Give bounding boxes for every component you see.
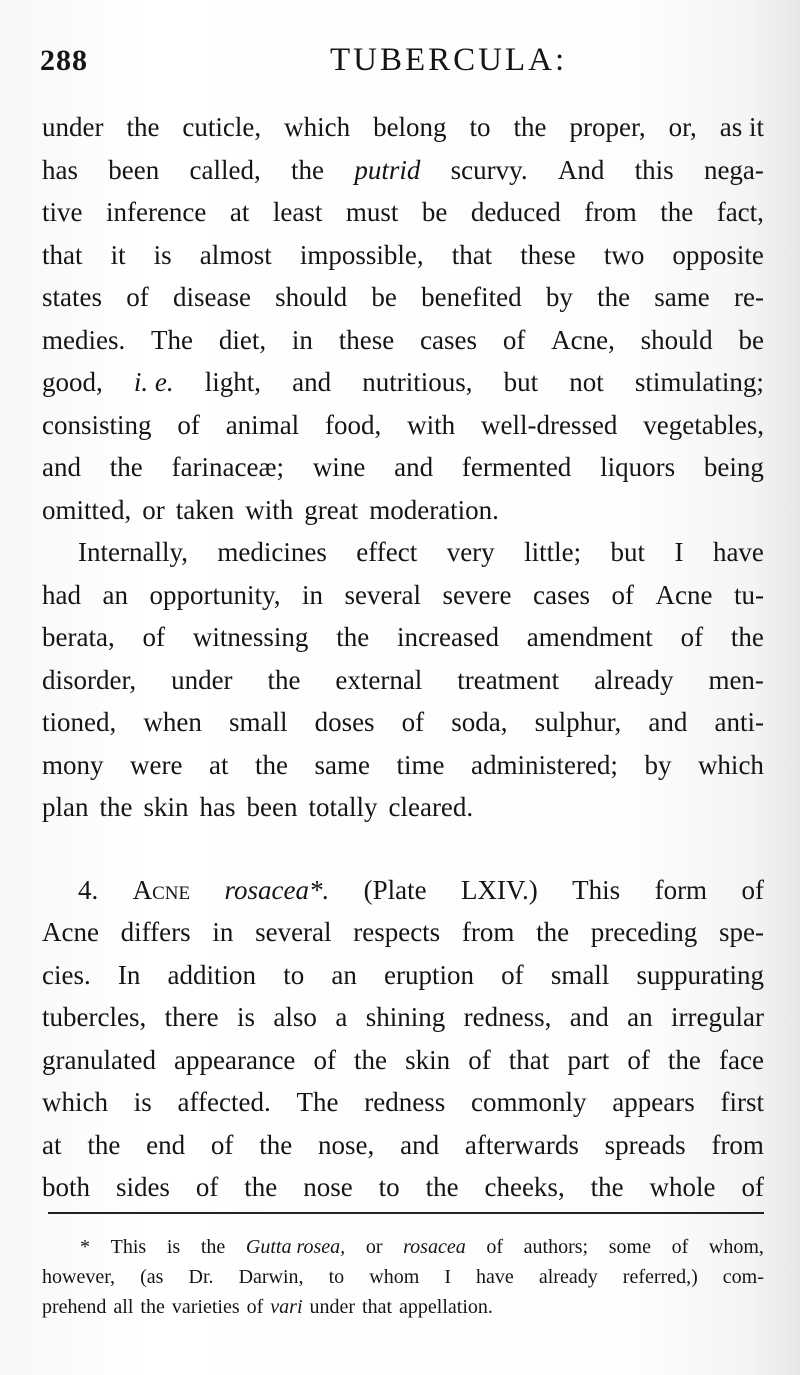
word: vari: [270, 1296, 303, 1318]
text-line: [42, 1124, 764, 1167]
word: Darwin,: [238, 1266, 304, 1288]
page-number: 288: [40, 44, 88, 77]
word: plan: [42, 792, 89, 822]
word: animal: [225, 409, 300, 440]
word: been: [108, 154, 160, 185]
word: of: [210, 1129, 234, 1160]
word: of: [501, 959, 524, 990]
word: as it: [719, 112, 764, 142]
word: great: [304, 494, 359, 525]
footnote-line: [42, 1262, 764, 1292]
word: the: [513, 112, 547, 142]
word: an: [627, 1002, 653, 1032]
word: external: [335, 664, 423, 695]
word: these: [338, 324, 395, 355]
word: the: [200, 1236, 226, 1258]
word: (Plate: [363, 874, 427, 905]
word: Acne,: [551, 324, 615, 355]
word: differs: [120, 917, 191, 947]
word: LXIV.): [461, 874, 538, 905]
word: end: [146, 1129, 186, 1160]
word: redness,: [463, 1002, 552, 1032]
word: well-dressed: [480, 409, 618, 440]
word: appearance: [174, 1044, 296, 1075]
word: several: [344, 579, 421, 610]
word: which: [42, 1087, 108, 1117]
word: very: [446, 537, 495, 567]
word: wine: [312, 452, 366, 482]
word: the: [730, 622, 764, 652]
word: belong: [373, 112, 447, 142]
word: commonly: [470, 1087, 587, 1117]
word: been: [246, 792, 298, 822]
word: of: [195, 1172, 219, 1202]
word: disorder,: [42, 664, 137, 695]
word: the: [109, 452, 143, 482]
word: farinaceæ;: [171, 452, 285, 482]
footnote-line: [42, 1292, 764, 1322]
word: the: [291, 154, 325, 185]
word: fermented: [461, 452, 572, 482]
word: however,: [42, 1266, 116, 1288]
word: two: [603, 239, 645, 270]
word: omitted,: [42, 494, 132, 525]
word: whom: [369, 1266, 420, 1288]
word: the: [126, 112, 160, 142]
word: severe: [442, 579, 512, 610]
word: putrid: [354, 154, 421, 185]
word: stimulating;: [634, 367, 764, 397]
text-line: [42, 191, 764, 234]
word: the: [254, 749, 288, 780]
word: and: [648, 707, 688, 737]
word: increased: [397, 622, 499, 652]
word: already: [538, 1266, 598, 1288]
word: both: [42, 1172, 91, 1202]
word: to: [283, 959, 305, 990]
word: impossible,: [299, 239, 424, 270]
word: face: [718, 1044, 764, 1075]
word: of: [246, 1296, 264, 1318]
word: in: [302, 579, 324, 610]
word: at: [229, 197, 250, 227]
word: shining: [365, 1002, 446, 1032]
text-line: [42, 659, 764, 702]
word: liquors: [600, 452, 676, 482]
word: the: [667, 1044, 701, 1075]
word: or,: [668, 112, 697, 142]
word: least: [272, 197, 323, 227]
word: of: [486, 1236, 504, 1258]
word: doses: [314, 707, 375, 737]
word: (as: [140, 1266, 164, 1288]
word: but: [503, 367, 539, 397]
word: have: [712, 537, 764, 567]
word: cies.: [42, 959, 91, 990]
word: mony: [42, 749, 104, 780]
text-line: [42, 954, 764, 997]
text-line: [42, 404, 764, 447]
word: light,: [204, 367, 262, 397]
word: the: [140, 1296, 165, 1318]
word: skin: [405, 1044, 451, 1075]
word: soda,: [451, 707, 508, 737]
word: which: [284, 112, 351, 142]
word: medies.: [42, 324, 126, 355]
word: consisting: [42, 409, 152, 440]
word: opposite: [672, 239, 764, 270]
word: *: [80, 1236, 90, 1258]
word: small: [228, 707, 288, 737]
word: to: [328, 1266, 345, 1288]
word: varieties: [171, 1296, 240, 1318]
word: the: [244, 1172, 278, 1202]
word: tubercles,: [42, 1002, 147, 1032]
text-line: [42, 1081, 764, 1124]
word: respects: [353, 917, 441, 947]
text-line: [42, 234, 764, 277]
word: of: [142, 622, 166, 652]
word: of: [468, 1044, 491, 1075]
word: com-: [722, 1266, 764, 1288]
word: some: [608, 1236, 651, 1258]
word: good,: [42, 367, 103, 397]
word: In: [117, 959, 141, 990]
word: several: [255, 917, 332, 947]
word: and: [569, 1002, 609, 1032]
word: treatment: [457, 664, 560, 695]
word: in: [291, 324, 313, 355]
word: time: [396, 749, 445, 780]
word: under: [171, 664, 233, 695]
word: also: [273, 1002, 317, 1032]
word: referred,): [622, 1266, 698, 1288]
word: or: [365, 1236, 383, 1258]
word: the: [267, 664, 301, 695]
word: an: [102, 579, 128, 610]
word: of: [611, 579, 634, 610]
word: should: [275, 282, 348, 312]
word: Acne: [132, 874, 191, 905]
word: disease: [172, 282, 251, 312]
text-line: [42, 489, 764, 532]
word: Acne: [655, 579, 713, 610]
word: called,: [189, 154, 261, 185]
word: or: [142, 494, 165, 525]
word: of: [741, 1172, 764, 1202]
word: part: [567, 1044, 610, 1075]
word: must: [345, 197, 399, 227]
paragraph-gap: [42, 829, 764, 869]
word: were: [130, 749, 183, 780]
word: the: [536, 917, 570, 947]
body-text: [42, 106, 764, 1209]
word: cases: [532, 579, 590, 610]
word: Acne: [42, 917, 99, 947]
word: when: [143, 707, 202, 737]
word: of: [401, 707, 425, 737]
word: that: [508, 1044, 550, 1075]
word: deduced: [470, 197, 561, 227]
word: is: [133, 1087, 152, 1117]
word: already: [594, 664, 674, 695]
word: appears: [612, 1087, 695, 1117]
word: should: [640, 324, 713, 355]
word: the: [590, 1172, 624, 1202]
word: redness: [364, 1087, 446, 1117]
word: spe-: [718, 917, 764, 947]
text-line: [42, 616, 764, 659]
word: not: [569, 367, 604, 397]
word: which: [697, 749, 764, 780]
word: moderation.: [369, 494, 499, 525]
section-heading-line: [42, 869, 764, 912]
word: by: [545, 282, 573, 312]
word: that: [362, 1296, 393, 1318]
text-line: [42, 446, 764, 489]
word: but: [610, 537, 646, 567]
word: at: [42, 1129, 62, 1160]
text-line: [42, 319, 764, 362]
page-header: [40, 40, 760, 84]
word: sides: [115, 1172, 170, 1202]
text-line: [42, 996, 764, 1039]
word: from: [584, 197, 637, 227]
word: And: [557, 154, 605, 185]
word: to: [469, 112, 491, 142]
word: cleared.: [388, 792, 474, 822]
word: of: [177, 409, 200, 440]
word: is: [153, 239, 172, 270]
word: administered;: [470, 749, 618, 780]
word: cuticle,: [182, 112, 262, 142]
word: from: [711, 1129, 764, 1160]
text-line: [42, 361, 764, 404]
word: nose: [303, 1172, 353, 1202]
word: men-: [708, 664, 764, 695]
word: of: [680, 622, 704, 652]
text-line: [42, 106, 764, 149]
word: there: [164, 1002, 219, 1032]
word: diet,: [218, 324, 267, 355]
word: nutritious,: [362, 367, 473, 397]
text-line: [42, 911, 764, 954]
word: an: [331, 959, 357, 990]
word: taken: [175, 494, 235, 525]
word: whole: [649, 1172, 716, 1202]
word: a: [335, 1002, 348, 1032]
word: the: [660, 197, 694, 227]
word: This: [110, 1236, 147, 1258]
word: be: [738, 324, 764, 355]
running-head: TUBERCULA:: [330, 42, 568, 78]
word: same: [654, 282, 710, 312]
word: is: [166, 1236, 181, 1258]
text-line: [42, 276, 764, 319]
word: vegetables,: [643, 409, 764, 440]
word: and: [394, 452, 434, 482]
word: I: [444, 1266, 451, 1288]
word: amendment: [526, 622, 653, 652]
word: be: [421, 197, 448, 227]
word: and: [42, 452, 81, 482]
text-line: [42, 574, 764, 617]
word: these: [520, 239, 576, 270]
word: all: [113, 1296, 134, 1318]
word: rosacea*.: [224, 874, 330, 905]
word: with: [245, 494, 294, 525]
word: nega-: [703, 154, 764, 185]
word: inference: [105, 197, 207, 227]
word: under: [309, 1296, 356, 1318]
word: totally: [308, 792, 378, 822]
word: tioned,: [42, 707, 117, 737]
word: that: [451, 239, 493, 270]
word: Dr.: [188, 1266, 214, 1288]
word: this: [634, 154, 674, 185]
word: prehend: [42, 1296, 107, 1318]
word: the: [597, 282, 631, 312]
word: the: [336, 622, 370, 652]
word: addition: [167, 959, 257, 990]
word: states: [42, 282, 102, 312]
word: This: [572, 874, 621, 905]
word: the: [425, 1172, 459, 1202]
word: afterwards: [464, 1129, 579, 1160]
word: affected.: [177, 1087, 271, 1117]
word: rosacea: [403, 1236, 466, 1258]
footnote: [42, 1232, 764, 1322]
word: under: [42, 112, 104, 142]
word: Gutta rosea,: [245, 1236, 346, 1258]
word: anti-: [714, 707, 764, 737]
word: from: [461, 917, 515, 947]
word: little;: [524, 537, 582, 567]
word: of: [313, 1044, 336, 1075]
word: that: [42, 239, 83, 270]
word: skin: [143, 792, 189, 822]
word: re-: [734, 282, 764, 312]
word: have: [476, 1266, 514, 1288]
word: tive: [42, 197, 83, 227]
word: effect: [356, 537, 418, 567]
word: the: [354, 1044, 388, 1075]
word: is: [236, 1002, 255, 1032]
text-line: [42, 701, 764, 744]
footnote-line: [42, 1232, 764, 1262]
word: witnessing: [192, 622, 309, 652]
word: berata,: [42, 622, 115, 652]
word: sulphur,: [534, 707, 622, 737]
word: to: [378, 1172, 400, 1202]
word: be: [371, 282, 397, 312]
text-line: [42, 531, 764, 574]
text-line: [42, 149, 764, 192]
word: cheeks,: [484, 1172, 565, 1202]
word: has: [199, 792, 236, 822]
word: appellation.: [399, 1296, 493, 1318]
word: small: [550, 959, 610, 990]
word: proper,: [569, 112, 646, 142]
word: of: [502, 324, 526, 355]
word: 4.: [78, 874, 99, 905]
word: form: [654, 874, 708, 905]
word: fact,: [716, 197, 764, 227]
word: almost: [199, 239, 272, 270]
word: same: [314, 749, 370, 780]
word: had: [42, 579, 81, 610]
word: benefited: [421, 282, 522, 312]
word: suppurating: [636, 959, 764, 990]
word: and: [292, 367, 332, 397]
word: authors;: [523, 1236, 589, 1258]
word: medicines: [217, 537, 327, 567]
word: has: [42, 154, 78, 185]
word: i. e.: [133, 367, 174, 397]
word: first: [720, 1087, 764, 1117]
word: cases: [420, 324, 477, 355]
word: with: [407, 409, 456, 440]
word: being: [703, 452, 764, 482]
footnote-rule: [48, 1212, 764, 1214]
word: of: [126, 282, 149, 312]
word: of: [741, 874, 764, 905]
word: whom,: [708, 1236, 764, 1258]
text-line: [42, 1166, 764, 1209]
word: it: [110, 239, 126, 270]
word: food,: [325, 409, 382, 440]
word: the: [99, 792, 133, 822]
word: of: [627, 1044, 650, 1075]
word: preceding: [590, 917, 698, 947]
word: and: [400, 1129, 440, 1160]
word: the: [259, 1129, 293, 1160]
word: eruption: [384, 959, 474, 990]
word: opportunity,: [149, 579, 281, 610]
word: Internally,: [78, 537, 188, 567]
word: scurvy.: [450, 154, 528, 185]
word: granulated: [42, 1044, 156, 1075]
word: of: [671, 1236, 689, 1258]
word: tu-: [733, 579, 764, 610]
word: The: [296, 1087, 339, 1117]
word: I: [674, 537, 684, 567]
text-line: [42, 1039, 764, 1082]
text-line: [42, 786, 764, 829]
text-line: [42, 744, 764, 787]
word: at: [208, 749, 229, 780]
word: by: [644, 749, 672, 780]
word: in: [212, 917, 234, 947]
word: spreads: [604, 1129, 686, 1160]
word: the: [87, 1129, 121, 1160]
word: nose,: [318, 1129, 375, 1160]
word: The: [151, 324, 194, 355]
word: irregular: [671, 1002, 764, 1032]
